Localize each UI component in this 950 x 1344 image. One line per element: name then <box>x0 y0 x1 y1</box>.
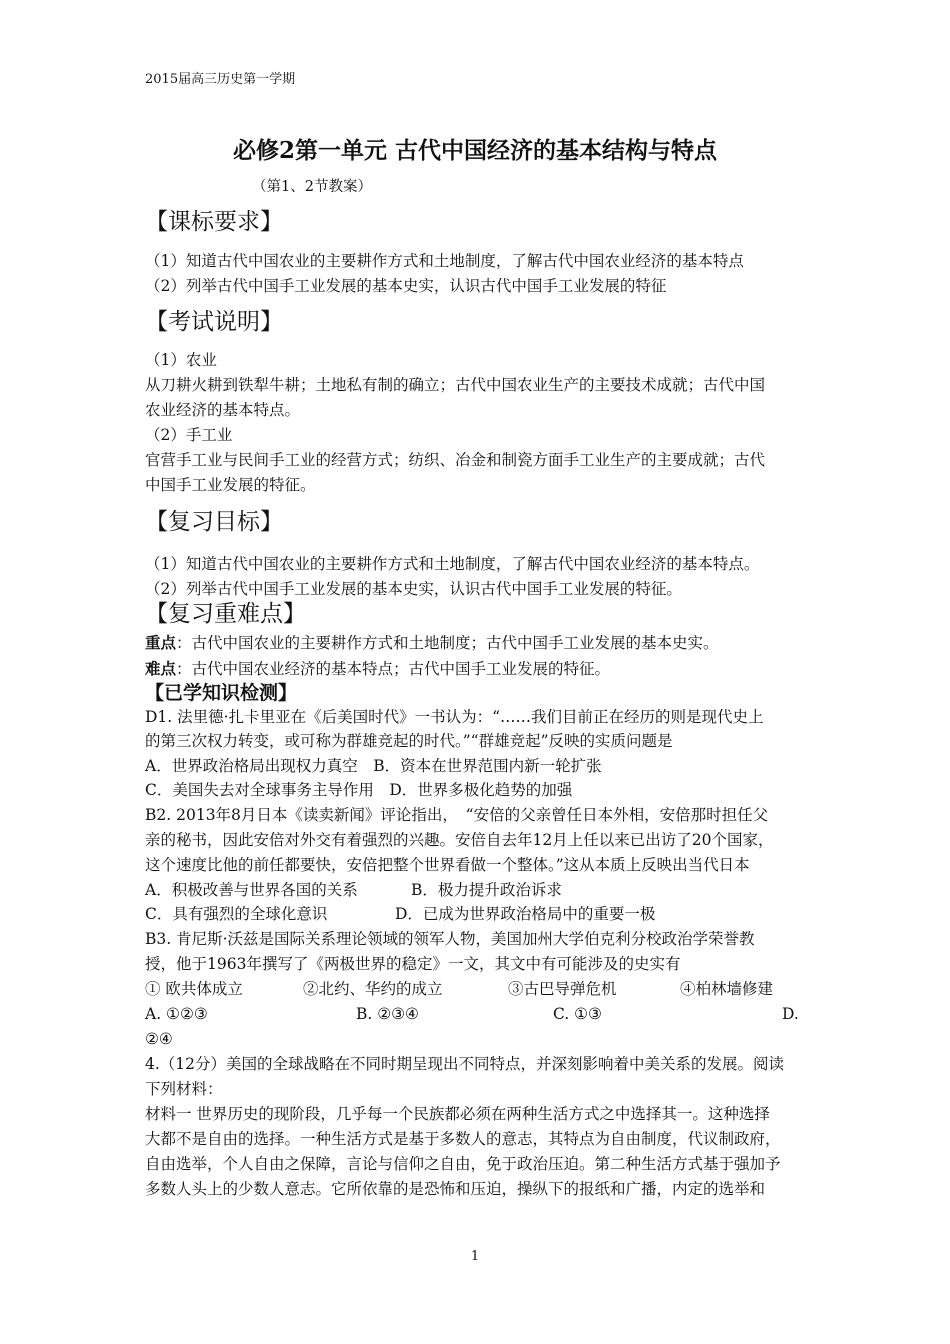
page-number: 1 <box>470 1249 480 1264</box>
section-heading-kebiao: 【课标要求】 <box>145 209 283 235</box>
key-point-text: ：古代中国农业的主要耕作方式和土地制度；古代中国手工业发展的基本史实。 <box>176 634 719 652</box>
q2-option-c: C．具有强烈的全球化意识 <box>145 905 328 923</box>
kaoshi-line-5: 官营手工业与民间手工业的经营方式；纺织、冶金和制瓷方面手工业生产的主要成就；古代 <box>145 451 766 469</box>
section-heading-kaoshi: 【考试说明】 <box>145 309 283 335</box>
difficult-point-label: 难点 <box>145 659 177 678</box>
q3-option-a: A. ①②③ <box>145 1005 208 1023</box>
section-heading-jiance: 【已学知识检测】 <box>145 682 298 704</box>
fuxi-item-1: （1）知道古代中国农业的主要耕作方式和土地制度，了解古代中国农业经济的基本特点。 <box>145 555 760 573</box>
q3-stem-line-2: 授，他于1963年撰写了《两极世界的稳定》一文，其文中有可能涉及的史实有 <box>145 955 681 973</box>
q3-item-2: ②北约、华约的成立 <box>303 980 443 998</box>
q3-stem-line-1: B3. 肯尼斯·沃兹是国际关系理论领域的领军人物，美国加州大学伯克利分校政治学荣誉教 <box>145 930 755 948</box>
q3-option-b: B. ②③④ <box>356 1005 419 1023</box>
q1-options-ab: A．世界政治格局出现权力真空 B．资本在世界范围内新一轮扩张 <box>145 757 602 775</box>
q1-stem-line-1: D1. 法里德·扎卡里亚在《后美国时代》一书认为：“……我们目前正在经历的则是现代史上 <box>145 708 764 726</box>
section-heading-fuxi: 【复习目标】 <box>145 509 283 535</box>
q2-stem-line-1: B2. 2013年8月日本《读卖新闻》评论指出， “安倍的父亲曾任日本外相，安倍那时担任父 <box>145 806 769 824</box>
q4-line-6: 多数人头上的少数人意志。它所依靠的是恐怖和压迫，操纵下的报纸和广播，内定的选举和 <box>145 1180 766 1198</box>
q2-option-d: D．已成为世界政治格局中的重要一极 <box>395 905 656 923</box>
q4-line-1: 4.（12分）美国的全球战略在不同时期呈现出不同特点，并深刻影响着中美关系的发展。阅读 <box>145 1055 785 1073</box>
key-point-label: 重点 <box>145 633 177 652</box>
section-heading-zhongnan: 【复习重难点】 <box>145 601 306 627</box>
kaoshi-line-6: 中国手工业发展的特征。 <box>145 476 316 494</box>
q3-item-4: ④柏林墙修建 <box>680 980 774 998</box>
kebiao-item-1: （1）知道古代中国农业的主要耕作方式和土地制度，了解古代中国农业经济的基本特点 <box>145 252 744 270</box>
q2-stem-line-2: 亲的秘书，因此安倍对外交有着强烈的兴趣。安倍自去年12月上任以来已出访了20个国家， <box>145 831 774 849</box>
q2-option-a: A．积极改善与世界各国的关系 <box>145 881 358 899</box>
q3-item-3: ③古巴导弹危机 <box>508 980 617 998</box>
kaoshi-line-2: 从刀耕火耕到铁犁牛耕；土地私有制的确立；古代中国农业生产的主要技术成就；古代中国 <box>145 376 766 394</box>
q3-item-1: ① 欧共体成立 <box>145 980 243 998</box>
q2-stem-line-3: 这个速度比他的前任都要快，安倍把整个世界看做一个整体。”这从本质上反映出当代日本 <box>145 856 750 874</box>
difficult-point-line <box>145 659 610 679</box>
difficult-point-text: ：古代中国农业经济的基本特点；古代中国手工业发展的特征。 <box>176 660 611 678</box>
fuxi-item-2: （2）列举古代中国手工业发展的基本史实，认识古代中国手工业发展的特征。 <box>145 580 682 598</box>
q3-option-c: C. ①③ <box>553 1005 602 1023</box>
q4-line-2: 下列材料： <box>145 1080 223 1098</box>
page-subtitle: （第1、2节教案） <box>252 179 372 195</box>
q1-options-cd: C．美国失去对全球事务主导作用 D．世界多极化趋势的加强 <box>145 781 573 799</box>
kaoshi-line-1: （1）农业 <box>145 351 217 369</box>
q3-option-d-continued: ②④ <box>145 1030 173 1048</box>
q4-line-4: 大都不是自由的选择。一种生活方式是基于多数人的意志，其特点为自由制度，代议制政府， <box>145 1130 781 1148</box>
q4-line-5: 自由选举，个人自由之保障，言论与信仰之自由，免于政治压迫。第二种生活方式基于强加予 <box>145 1155 781 1173</box>
q4-line-3: 材料一 世界历史的现阶段，几乎每一个民族都必须在两种生活方式之中选择其一。这种选择 <box>145 1105 770 1123</box>
kaoshi-line-4: （2）手工业 <box>145 426 233 444</box>
q2-option-b: B．极力提升政治诉求 <box>411 881 562 899</box>
q1-stem-line-2: 的第三次权力转变，或可称为群雄竞起的时代。”“群雄竞起”反映的实质问题是 <box>145 732 673 750</box>
page-header: 2015届高三历史第一学期 <box>145 72 296 87</box>
key-point-line <box>145 633 719 653</box>
kebiao-item-2: （2）列举古代中国手工业发展的基本史实，认识古代中国手工业发展的特征 <box>145 277 667 295</box>
q3-option-d: D. <box>782 1005 799 1023</box>
page-title: 必修2第一单元 古代中国经济的基本结构与特点 <box>232 137 717 164</box>
kaoshi-line-3: 农业经济的基本特点。 <box>145 401 301 419</box>
